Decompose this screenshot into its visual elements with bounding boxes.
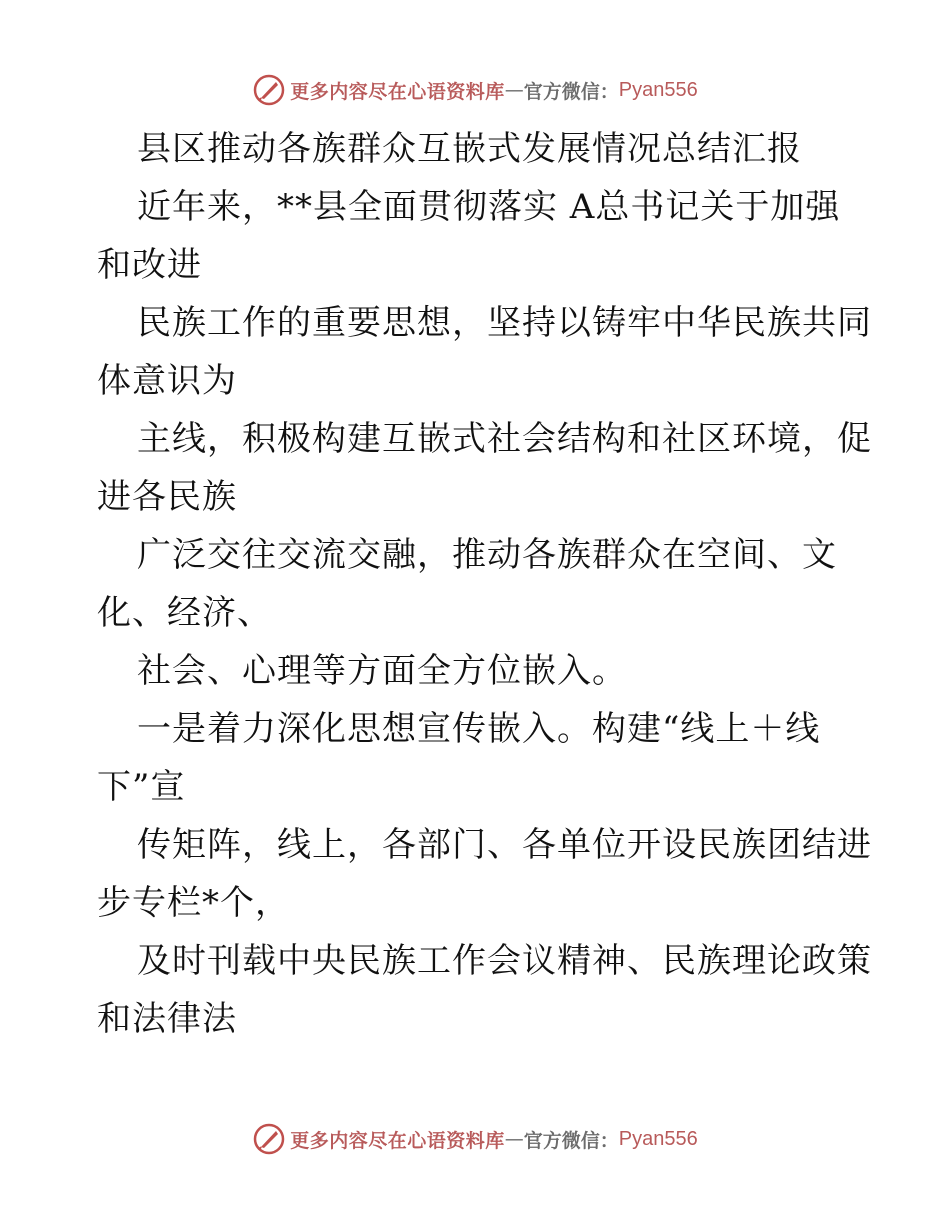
document-title: 县区推动各族群众互嵌式发展情况总结汇报: [137, 129, 802, 169]
text-line: 社会、心理等方面全方位嵌入。: [137, 651, 627, 691]
text-line: 和法律法: [97, 999, 237, 1039]
text-line: 近年来，**县全面贯彻落实 A总书记关于加强: [137, 187, 841, 227]
text-line: 广泛交往交流交融，推动各族群众在空间、文: [137, 535, 837, 575]
text-line: 化、经济、: [97, 593, 272, 633]
text-line: 体意识为: [97, 361, 237, 401]
watermark-wechat-label: 官方微信：: [523, 1129, 619, 1152]
watermark-dash: —: [504, 1128, 524, 1150]
text-line: 民族工作的重要思想，坚持以铸牢中华民族共同: [137, 303, 872, 343]
text-line: 主线，积极构建互嵌式社会结构和社区环境，促: [137, 419, 872, 459]
text-line: 及时刊载中央民族工作会议精神、民族理论政策: [137, 941, 872, 981]
footer-watermark: [0, 1119, 950, 1159]
watermark-wechat-label: 官方微信：: [523, 80, 619, 103]
text-line: 步专栏*个，: [97, 883, 290, 923]
text-line: 进各民族: [97, 477, 237, 517]
document-body: [97, 120, 872, 1048]
feather-pen-logo-icon: [252, 1122, 286, 1156]
watermark-wechat-id: Pyan556: [618, 1127, 698, 1150]
text-line: 传矩阵，线上，各部门、各单位开设民族团结进: [137, 825, 872, 865]
text-line: 一是着力深化思想宣传嵌入。构建“线上＋线: [137, 709, 821, 749]
watermark-site-text: 更多内容尽在心语资料库: [290, 1129, 505, 1152]
watermark-site-text: 更多内容尽在心语资料库: [290, 80, 505, 103]
watermark-wechat-id: Pyan556: [618, 78, 698, 101]
feather-pen-logo-icon: [252, 73, 286, 107]
text-line: 下”宣: [97, 767, 186, 807]
header-watermark: [0, 70, 950, 110]
watermark-dash: —: [504, 79, 524, 101]
text-line: 和改进: [97, 245, 202, 285]
